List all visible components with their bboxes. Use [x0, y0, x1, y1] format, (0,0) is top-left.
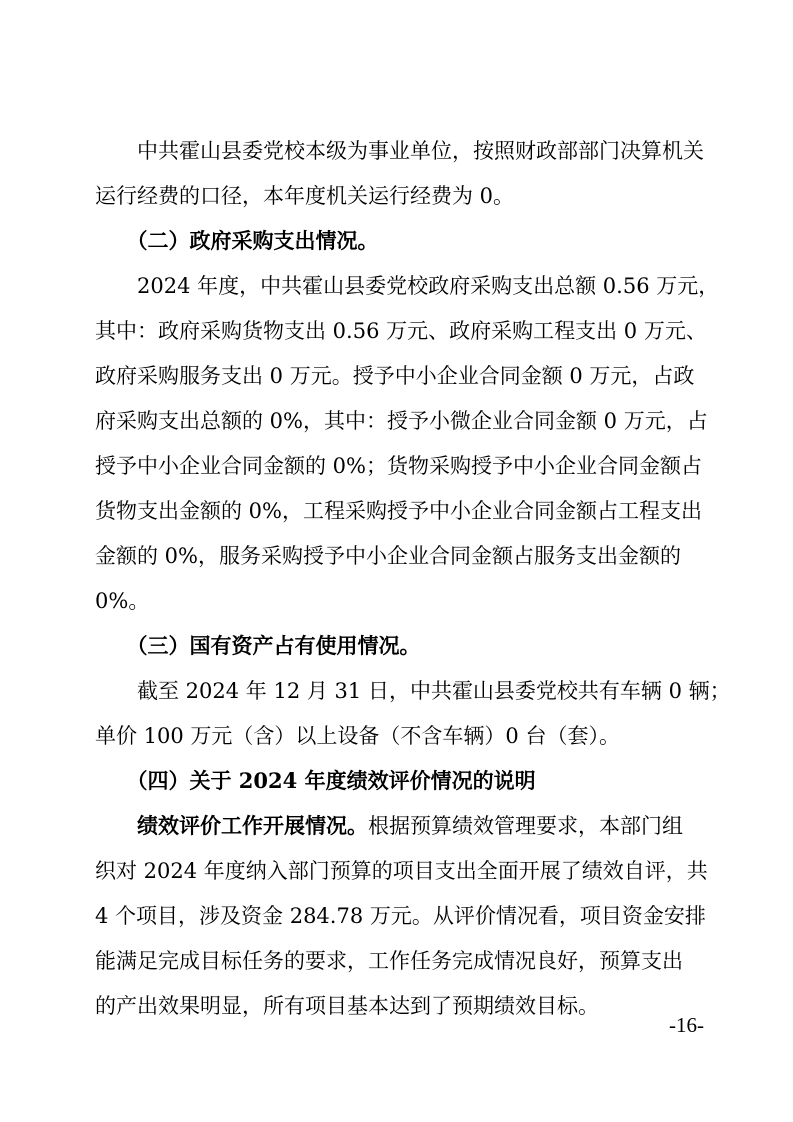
- text-line: 2024 年度，中共霍山县委党校政府采购支出总额 0.56 万元，: [95, 274, 720, 298]
- text-line: 的产出效果明显，所有项目基本达到了预期绩效目标。: [95, 994, 599, 1018]
- section-heading: （二）政府采购支出情况。: [95, 228, 379, 253]
- text-line: 中共霍山县委党校本级为事业单位，按照财政部部门决算机关: [95, 139, 704, 163]
- section-heading: （四）关于 2024 年度绩效评价情况的说明: [95, 768, 536, 793]
- text-line: 0%。: [95, 589, 150, 613]
- text-run: 根据预算绩效管理要求，本部门组: [368, 814, 683, 838]
- text-line: 政府采购服务支出 0 万元。授予中小企业合同金额 0 万元，占政: [95, 364, 695, 388]
- text-line: 其中：政府采购货物支出 0.56 万元、政府采购工程支出 0 万元、: [95, 319, 707, 343]
- section-heading: （三）国有资产占有使用情况。: [95, 633, 421, 658]
- text-line: 授予中小企业合同金额的 0%；货物采购授予中小企业合同金额占: [95, 454, 702, 478]
- text-line: 运行经费的口径，本年度机关运行经费为 0。: [95, 184, 515, 208]
- text-line: 单价 100 万元（含）以上设备（不含车辆）0 台（套）。: [95, 724, 620, 748]
- text-line: 4 个项目，涉及资金 284.78 万元。从评价情况看，项目资金安排: [95, 904, 706, 928]
- text-line: 截至 2024 年 12 月 31 日，中共霍山县委党校共有车辆 0 辆；: [95, 679, 731, 703]
- text-line: 织对 2024 年度纳入部门预算的项目支出全面开展了绩效自评，共: [95, 859, 708, 883]
- text-line: 能满足完成目标任务的要求，工作任务完成情况良好，预算支出: [95, 949, 683, 973]
- page-number: -16-: [669, 1013, 704, 1037]
- text-line: [95, 812, 683, 840]
- text-line: 金额的 0%，服务采购授予中小企业合同金额占服务支出金额的: [95, 544, 681, 568]
- subheading-inline: 绩效评价工作开展情况。: [95, 813, 368, 838]
- text-line: 府采购支出总额的 0%，其中：授予小微企业合同金额 0 万元，占: [95, 409, 708, 433]
- text-line: 货物支出金额的 0%，工程采购授予中小企业合同金额占工程支出: [95, 499, 702, 523]
